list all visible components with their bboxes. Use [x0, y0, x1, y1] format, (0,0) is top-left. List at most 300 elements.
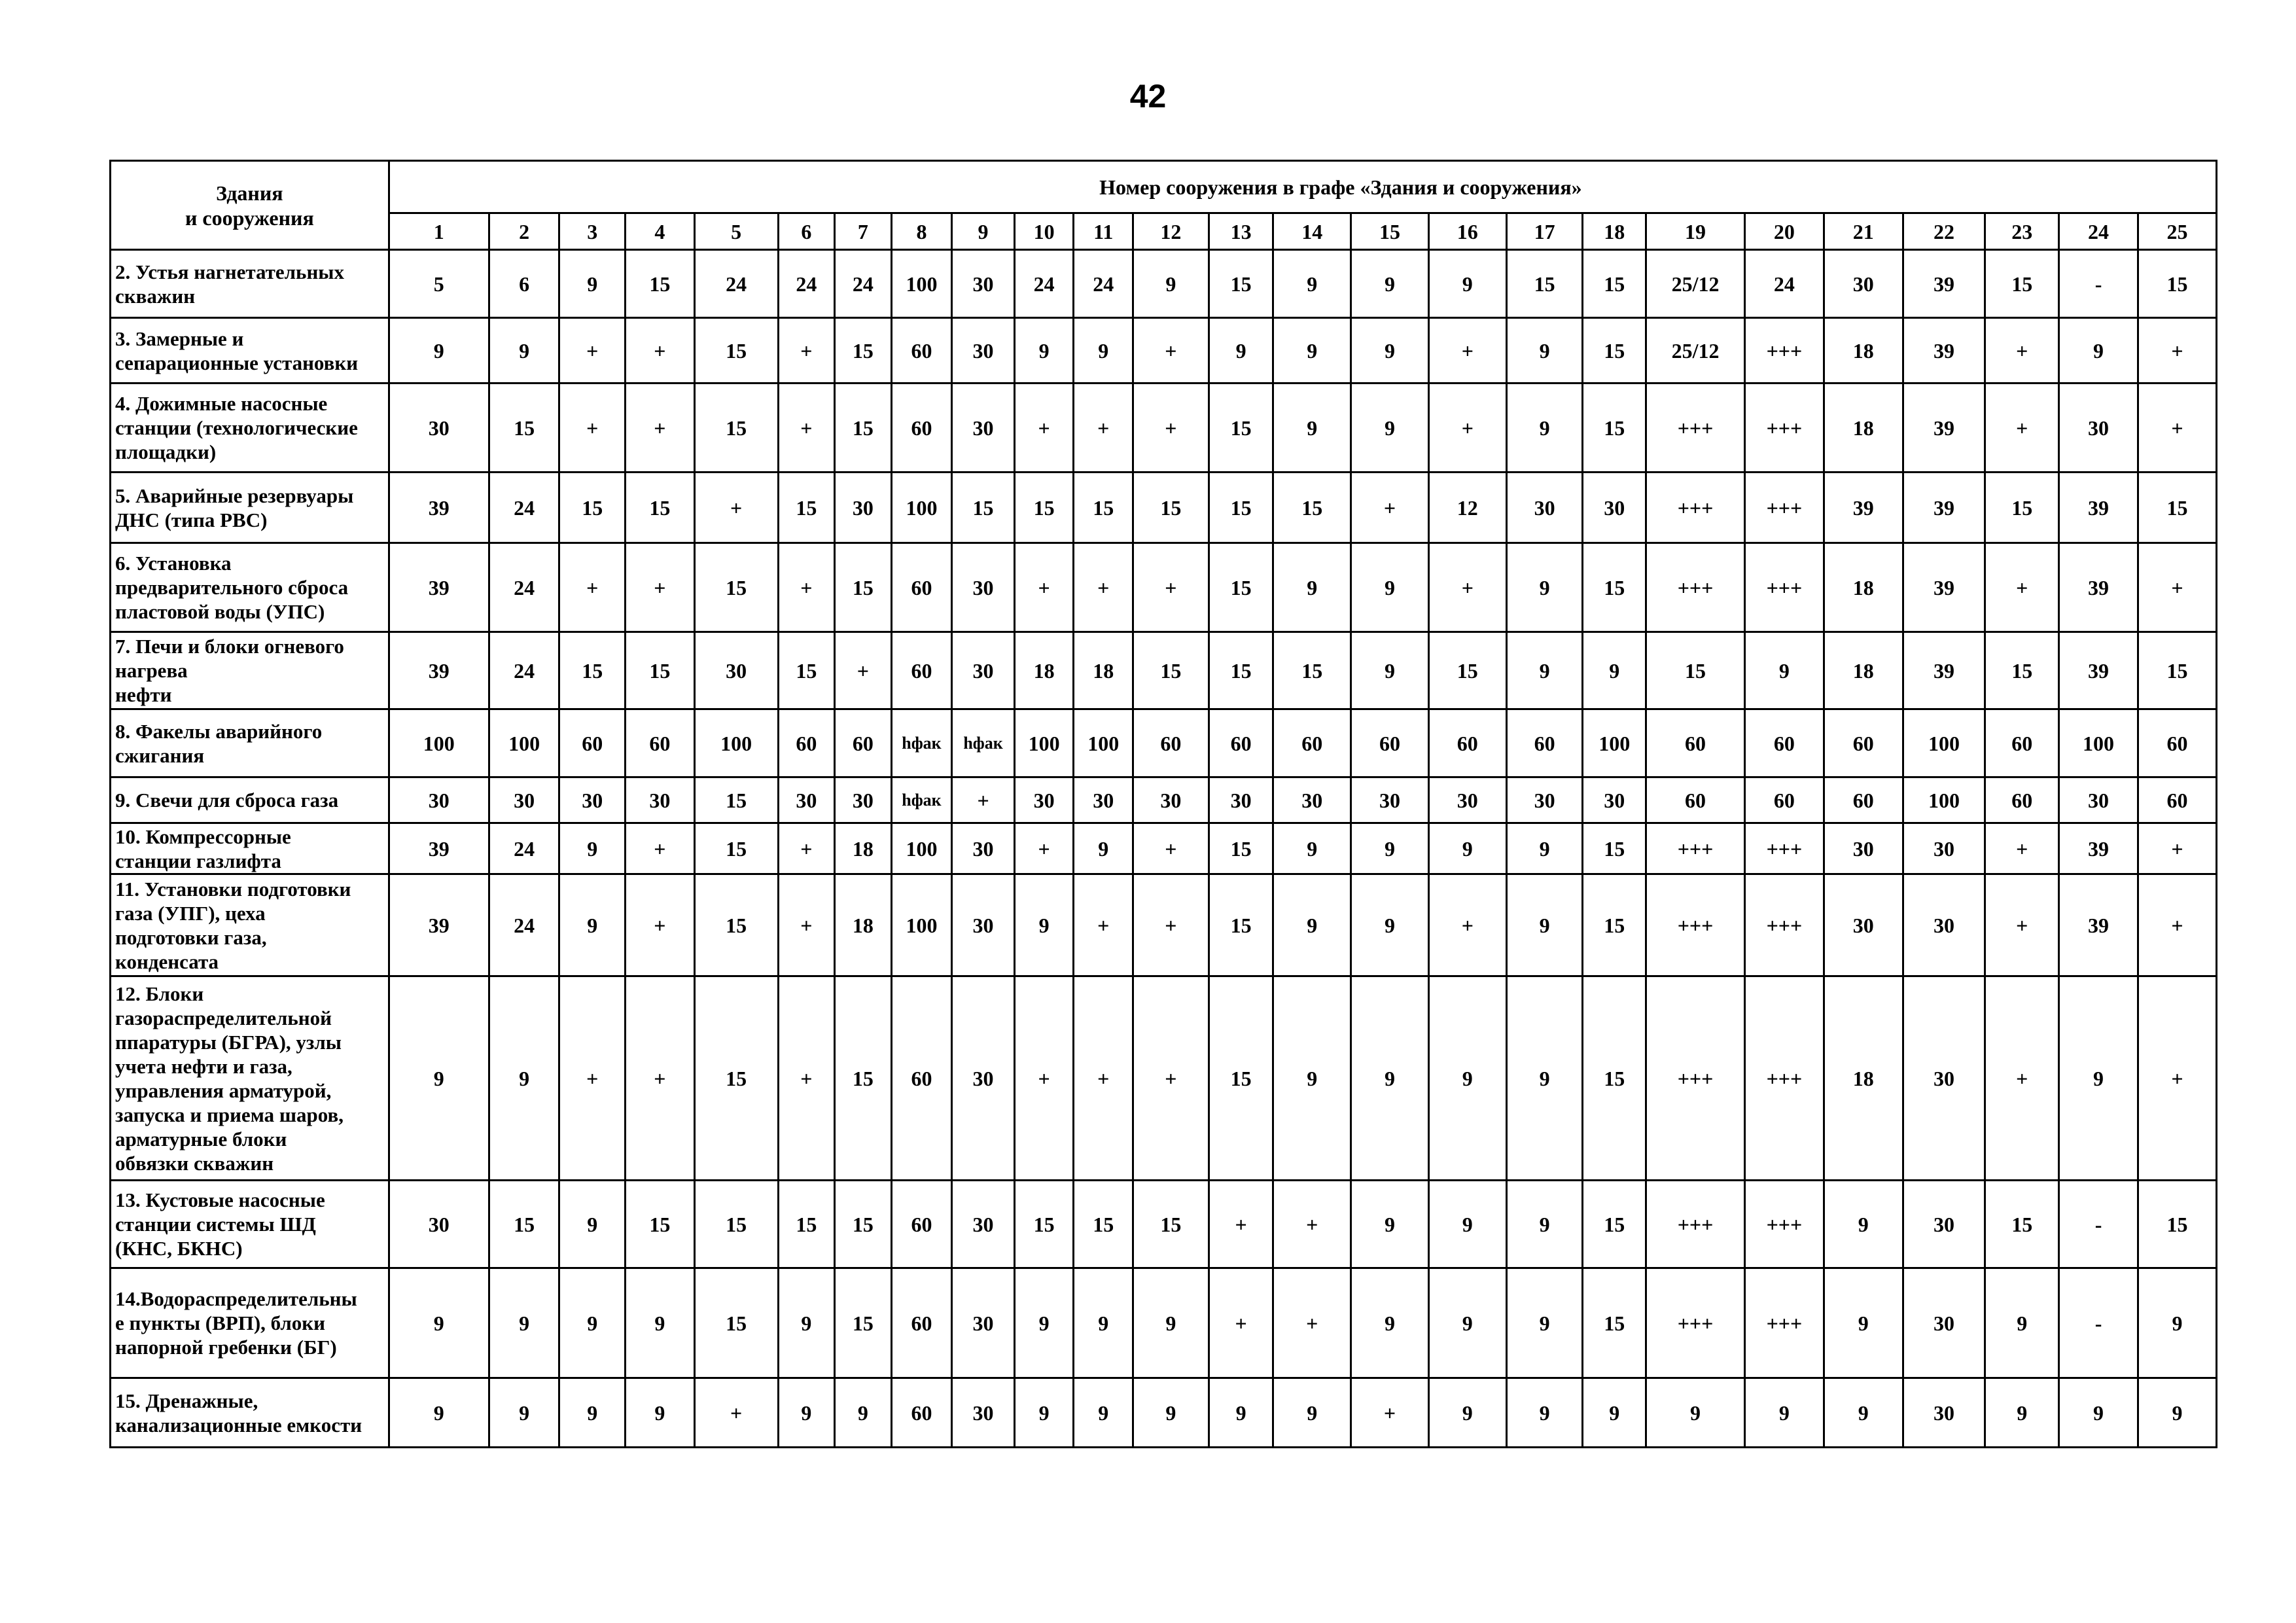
- table-cell: 9: [1133, 1378, 1209, 1448]
- table-cell: +++: [1745, 823, 1824, 874]
- table-cell: 9: [1074, 823, 1133, 874]
- row-name-line: 14.Водораспределительны: [115, 1287, 357, 1310]
- table-cell: 100: [891, 473, 952, 543]
- row-name-line: площадки): [115, 440, 217, 463]
- corner-header: [111, 161, 389, 250]
- table-row: [111, 874, 2217, 976]
- table-row: [111, 1181, 2217, 1268]
- table-cell: 15: [489, 383, 559, 473]
- table-cell: 9: [1985, 1378, 2059, 1448]
- row-name-line: 15. Дренажные,: [115, 1389, 258, 1412]
- column-number: 13: [1209, 213, 1273, 250]
- table-cell: +: [1074, 383, 1133, 473]
- table-cell: 39: [1903, 473, 1985, 543]
- table-cell: 9: [1985, 1268, 2059, 1378]
- table-cell: 30: [952, 1181, 1015, 1268]
- table-cell: 9: [389, 976, 489, 1181]
- table-cell: 30: [1583, 777, 1646, 823]
- table-cell: +: [1074, 976, 1133, 1181]
- table-cell: +: [2138, 318, 2216, 383]
- page-number: 42: [1129, 78, 1167, 115]
- row-name-line: сепарационные установки: [115, 351, 359, 374]
- table-cell: 60: [1985, 777, 2059, 823]
- table-cell: 15: [835, 318, 892, 383]
- table-cell: 30: [1506, 777, 1583, 823]
- table-cell: +: [1014, 823, 1074, 874]
- table-cell: 9: [2059, 976, 2138, 1181]
- row-name-line: 9. Свечи для сброса газа: [115, 789, 339, 812]
- table-cell: 100: [1583, 709, 1646, 777]
- table-cell: 15: [835, 976, 892, 1181]
- row-name-line: 7. Печи и блоки огневого: [115, 635, 344, 658]
- table-cell: 39: [2059, 632, 2138, 709]
- column-number: 1: [389, 213, 489, 250]
- table-cell: 9: [1351, 632, 1429, 709]
- row-name-line: 3. Замерные и: [115, 327, 244, 350]
- row-name-line: конденсата: [115, 950, 219, 973]
- table-cell: 39: [1903, 632, 1985, 709]
- table-cell: +: [694, 473, 778, 543]
- table-row: [111, 777, 2217, 823]
- table-cell: 9: [2138, 1268, 2216, 1378]
- table-cell: 60: [2138, 709, 2216, 777]
- row-name-line: 2. Устья нагнетательных: [115, 260, 345, 283]
- table-cell: 18: [1074, 632, 1133, 709]
- table-cell: 9: [489, 1378, 559, 1448]
- table-cell: 9: [1506, 543, 1583, 632]
- table-cell: 15: [1209, 823, 1273, 874]
- table-cell: +: [626, 543, 695, 632]
- table-cell: +: [1074, 874, 1133, 976]
- table-cell: 9: [1506, 874, 1583, 976]
- table-cell: +: [559, 383, 626, 473]
- table-cell: 9: [489, 1268, 559, 1378]
- table-cell: 30: [389, 383, 489, 473]
- table-cell: +: [2138, 543, 2216, 632]
- table-cell: +: [626, 874, 695, 976]
- table-cell: 39: [1903, 250, 1985, 318]
- table-cell: 9: [389, 1268, 489, 1378]
- column-number: 6: [778, 213, 835, 250]
- table-cell: 9: [1273, 543, 1351, 632]
- table-cell: 9: [1351, 1181, 1429, 1268]
- table-cell: 9: [1428, 250, 1506, 318]
- table-cell: 60: [1646, 777, 1745, 823]
- table-cell: 15: [1583, 874, 1646, 976]
- table-cell: 60: [1824, 709, 1903, 777]
- column-number: 19: [1646, 213, 1745, 250]
- table-cell: 9: [1583, 1378, 1646, 1448]
- table-cell: 9: [1506, 383, 1583, 473]
- table-cell: 30: [952, 632, 1015, 709]
- table-cell: 30: [835, 473, 892, 543]
- table-cell: +++: [1646, 383, 1745, 473]
- table-cell: 15: [1985, 250, 2059, 318]
- table-cell: 15: [1133, 473, 1209, 543]
- table-cell: 30: [389, 777, 489, 823]
- table-cell: 15: [2138, 1181, 2216, 1268]
- table-cell: 30: [1903, 1268, 1985, 1378]
- table-cell: 30: [1351, 777, 1429, 823]
- table-cell: 15: [1273, 632, 1351, 709]
- table-cell: +++: [1745, 383, 1824, 473]
- table-cell: +++: [1646, 543, 1745, 632]
- table-cell: -: [2059, 1181, 2138, 1268]
- table-cell: 9: [1351, 543, 1429, 632]
- table-cell: 9: [1506, 318, 1583, 383]
- table-cell: +: [835, 632, 892, 709]
- table-cell: +: [952, 777, 1015, 823]
- table-cell: 9: [1428, 976, 1506, 1181]
- row-name: [111, 543, 389, 632]
- table-cell: 30: [1583, 473, 1646, 543]
- table-cell: 39: [389, 874, 489, 976]
- table-cell: 30: [1074, 777, 1133, 823]
- table-cell: 9: [1351, 874, 1429, 976]
- table-cell: +: [1133, 383, 1209, 473]
- table-cell: 18: [1824, 318, 1903, 383]
- table-cell: 30: [389, 1181, 489, 1268]
- table-cell: 9: [1273, 1378, 1351, 1448]
- table-cell: +: [626, 318, 695, 383]
- table-cell: 9: [1014, 874, 1074, 976]
- table-cell: 9: [559, 1268, 626, 1378]
- table-cell: 9: [2059, 1378, 2138, 1448]
- table-cell: +: [626, 823, 695, 874]
- column-number: 3: [559, 213, 626, 250]
- table-cell: 39: [389, 473, 489, 543]
- table-cell: 9: [1351, 976, 1429, 1181]
- table-cell: 18: [835, 874, 892, 976]
- row-name: [111, 874, 389, 976]
- table-cell: 30: [1014, 777, 1074, 823]
- table-cell: +: [1985, 318, 2059, 383]
- row-name-line: сжигания: [115, 743, 205, 767]
- table-cell: 100: [489, 709, 559, 777]
- table-cell: 30: [952, 823, 1015, 874]
- table-cell: 15: [1209, 250, 1273, 318]
- table-cell: +: [626, 976, 695, 1181]
- row-name: [111, 250, 389, 318]
- column-number: 18: [1583, 213, 1646, 250]
- table-cell: 24: [835, 250, 892, 318]
- table-cell: +: [1014, 383, 1074, 473]
- table-cell: +: [1209, 1181, 1273, 1268]
- corner-header-line: и сооружения: [185, 205, 314, 230]
- table-cell: 15: [694, 976, 778, 1181]
- table-cell: 18: [1824, 632, 1903, 709]
- table-cell: 9: [389, 318, 489, 383]
- table-cell: 100: [891, 250, 952, 318]
- row-name-line: скважин: [115, 284, 196, 308]
- table-cell: +: [1428, 543, 1506, 632]
- table-cell: +++: [1745, 543, 1824, 632]
- row-name: [111, 709, 389, 777]
- row-name: [111, 823, 389, 874]
- table-cell: 9: [778, 1268, 835, 1378]
- table-cell: 15: [694, 874, 778, 976]
- table-cell: 9: [1583, 632, 1646, 709]
- table-cell: 15: [1583, 823, 1646, 874]
- column-number: 11: [1074, 213, 1133, 250]
- table-cell: 30: [1903, 874, 1985, 976]
- row-name-line: ппаратуры (БГРА), узлы: [115, 1030, 342, 1054]
- table-cell: 30: [1903, 1181, 1985, 1268]
- table-cell: 30: [1133, 777, 1209, 823]
- table-cell: 15: [694, 383, 778, 473]
- table-cell: 9: [559, 874, 626, 976]
- table-cell: +: [1133, 318, 1209, 383]
- row-name-line: нагрева: [115, 659, 188, 682]
- table-cell: 15: [1428, 632, 1506, 709]
- table-cell: 15: [559, 473, 626, 543]
- table-row: [111, 823, 2217, 874]
- table-cell: 9: [389, 1378, 489, 1448]
- table-cell: 60: [835, 709, 892, 777]
- table-cell: 15: [1583, 383, 1646, 473]
- table-cell: 15: [694, 1181, 778, 1268]
- table-cell: 25/12: [1646, 318, 1745, 383]
- row-name-line: обвязки скважин: [115, 1151, 274, 1175]
- table-cell: 9: [489, 976, 559, 1181]
- table-cell: 60: [891, 976, 952, 1181]
- table-cell: -: [2059, 250, 2138, 318]
- table-cell: +++: [1646, 874, 1745, 976]
- table-cell: 9: [559, 823, 626, 874]
- table-cell: 60: [1428, 709, 1506, 777]
- table-cell: +: [1985, 976, 2059, 1181]
- table-row: [111, 709, 2217, 777]
- table-cell: 9: [1506, 976, 1583, 1181]
- table-cell: +++: [1646, 976, 1745, 1181]
- table-cell: +: [778, 543, 835, 632]
- table-cell: 9: [559, 1378, 626, 1448]
- table-cell: 60: [1745, 777, 1824, 823]
- table-cell: 9: [1506, 1268, 1583, 1378]
- table-cell: 9: [1824, 1268, 1903, 1378]
- row-name-line: 4. Дожимные насосные: [115, 392, 328, 415]
- table-cell: 9: [1273, 383, 1351, 473]
- table-cell: 100: [1074, 709, 1133, 777]
- row-name: [111, 632, 389, 709]
- column-number: 23: [1985, 213, 2059, 250]
- table-cell: 15: [1506, 250, 1583, 318]
- table-cell: 9: [1133, 250, 1209, 318]
- table-cell: 18: [1014, 632, 1074, 709]
- table-cell: 15: [778, 632, 835, 709]
- table-cell: 9: [1209, 318, 1273, 383]
- table-cell: 30: [1824, 823, 1903, 874]
- table-cell: 30: [1506, 473, 1583, 543]
- table-cell: 15: [626, 1181, 695, 1268]
- table-cell: 30: [952, 874, 1015, 976]
- table-cell: 30: [952, 383, 1015, 473]
- table-cell: 9: [559, 250, 626, 318]
- column-number: 21: [1824, 213, 1903, 250]
- table-cell: 9: [1273, 250, 1351, 318]
- row-name-line: 10. Компрессорные: [115, 825, 291, 848]
- table-cell: 39: [2059, 823, 2138, 874]
- table-cell: 15: [1273, 473, 1351, 543]
- table-cell: +: [559, 318, 626, 383]
- table-cell: 30: [559, 777, 626, 823]
- table-cell: 15: [778, 1181, 835, 1268]
- table-cell: 100: [694, 709, 778, 777]
- table-cell: 15: [778, 473, 835, 543]
- corner-header-line: Здания: [216, 181, 283, 205]
- row-name-line: е пункты (ВРП), блоки: [115, 1311, 325, 1334]
- column-number: 14: [1273, 213, 1351, 250]
- table-cell: 30: [1903, 1378, 1985, 1448]
- table-cell: 15: [1209, 632, 1273, 709]
- table-cell: 30: [952, 543, 1015, 632]
- row-name: [111, 383, 389, 473]
- table-cell: 9: [1273, 976, 1351, 1181]
- column-number: 15: [1351, 213, 1429, 250]
- column-number: 9: [952, 213, 1015, 250]
- table-cell: 60: [1506, 709, 1583, 777]
- row-name-line: пластовой воды (УПС): [115, 600, 325, 623]
- table-cell: +: [778, 874, 835, 976]
- table-cell: 9: [1428, 1181, 1506, 1268]
- column-number: 12: [1133, 213, 1209, 250]
- table-cell: +: [626, 383, 695, 473]
- table-cell: +: [559, 976, 626, 1181]
- table-cell: 24: [1074, 250, 1133, 318]
- table-row: [111, 473, 2217, 543]
- table-cell: 60: [1273, 709, 1351, 777]
- table-cell: +: [1428, 874, 1506, 976]
- table-cell: 9: [1428, 823, 1506, 874]
- row-name-line: 6. Установка: [115, 552, 232, 575]
- table-cell: 18: [1824, 976, 1903, 1181]
- table-cell: 15: [626, 250, 695, 318]
- table-cell: 30: [1903, 976, 1985, 1181]
- table-cell: 24: [489, 473, 559, 543]
- table-cell: +: [1351, 473, 1429, 543]
- table-cell: 25/12: [1646, 250, 1745, 318]
- table-cell: 9: [1351, 1268, 1429, 1378]
- table-cell: 9: [1745, 632, 1824, 709]
- table-cell: +: [1014, 976, 1074, 1181]
- table-cell: +++: [1646, 473, 1745, 543]
- row-name-line: газораспределительной: [115, 1006, 332, 1029]
- row-name-line: 12. Блоки: [115, 982, 204, 1005]
- table-cell: 9: [1506, 1378, 1583, 1448]
- row-name-line: подготовки газа,: [115, 925, 267, 949]
- row-name-line: напорной гребенки (БГ): [115, 1336, 337, 1359]
- row-name-line: 5. Аварийные резервуары: [115, 484, 354, 507]
- table-cell: +: [1209, 1268, 1273, 1378]
- row-name-line: нефти: [115, 683, 172, 706]
- table-cell: 60: [1133, 709, 1209, 777]
- table-cell: 9: [1506, 823, 1583, 874]
- table-cell: 15: [952, 473, 1015, 543]
- table-cell: 15: [626, 473, 695, 543]
- table-cell: 15: [1583, 250, 1646, 318]
- table-cell: 24: [778, 250, 835, 318]
- table-cell: 9: [1014, 318, 1074, 383]
- row-name: [111, 1268, 389, 1378]
- table-cell: 9: [626, 1268, 695, 1378]
- table-cell: 60: [1209, 709, 1273, 777]
- table-cell: 30: [952, 976, 1015, 1181]
- table-cell: +: [1985, 823, 2059, 874]
- table-cell: 9: [1428, 1268, 1506, 1378]
- table-cell: +: [2138, 874, 2216, 976]
- table-cell: 15: [1583, 543, 1646, 632]
- table-cell: 24: [489, 632, 559, 709]
- table-cell: 39: [2059, 874, 2138, 976]
- table-cell: 9: [1646, 1378, 1745, 1448]
- table-cell: 15: [1074, 1181, 1133, 1268]
- row-name-line: управления арматурой,: [115, 1079, 332, 1102]
- table-cell: hфак: [891, 709, 952, 777]
- table-cell: 30: [1273, 777, 1351, 823]
- table-row: [111, 632, 2217, 709]
- table-row: [111, 976, 2217, 1181]
- table-cell: 30: [1428, 777, 1506, 823]
- table-cell: 24: [1745, 250, 1824, 318]
- column-number: 17: [1506, 213, 1583, 250]
- table-cell: 100: [1014, 709, 1074, 777]
- table-cell: 60: [891, 318, 952, 383]
- table-cell: +++: [1646, 1268, 1745, 1378]
- table-cell: 15: [1583, 1181, 1646, 1268]
- table-cell: 9: [1133, 1268, 1209, 1378]
- table-cell: 9: [489, 318, 559, 383]
- table-cell: 9: [1506, 1181, 1583, 1268]
- table-cell: +++: [1745, 1181, 1824, 1268]
- table-cell: 30: [2059, 383, 2138, 473]
- table-cell: 30: [1903, 823, 1985, 874]
- table-cell: +: [559, 543, 626, 632]
- table-cell: +: [2138, 823, 2216, 874]
- column-number: 16: [1428, 213, 1506, 250]
- table-cell: 15: [835, 1181, 892, 1268]
- table-cell: 60: [1646, 709, 1745, 777]
- table-cell: 30: [952, 1268, 1015, 1378]
- table-cell: 60: [626, 709, 695, 777]
- table-cell: 39: [389, 632, 489, 709]
- table-cell: +: [1133, 874, 1209, 976]
- table-cell: +: [778, 318, 835, 383]
- table-cell: +: [1351, 1378, 1429, 1448]
- table-cell: 60: [891, 632, 952, 709]
- table-cell: +: [1985, 383, 2059, 473]
- table-cell: 15: [1209, 473, 1273, 543]
- row-name: [111, 318, 389, 383]
- table-cell: 30: [1209, 777, 1273, 823]
- table-cell: 100: [2059, 709, 2138, 777]
- table-cell: 9: [2138, 1378, 2216, 1448]
- table-cell: +++: [1745, 1268, 1824, 1378]
- table-cell: 15: [1133, 632, 1209, 709]
- table-cell: 15: [694, 823, 778, 874]
- table-cell: 9: [1074, 1378, 1133, 1448]
- table-cell: 60: [891, 1378, 952, 1448]
- group-header: Номер сооружения в графе «Здания и сооружения»: [389, 161, 2216, 213]
- table-cell: +++: [1745, 318, 1824, 383]
- table-cell: +: [2138, 383, 2216, 473]
- table-cell: hфак: [952, 709, 1015, 777]
- table-cell: 60: [1351, 709, 1429, 777]
- table-cell: 9: [1074, 1268, 1133, 1378]
- table-cell: 15: [694, 543, 778, 632]
- table-cell: 9: [626, 1378, 695, 1448]
- table-cell: 15: [1074, 473, 1133, 543]
- table-cell: +: [1014, 543, 1074, 632]
